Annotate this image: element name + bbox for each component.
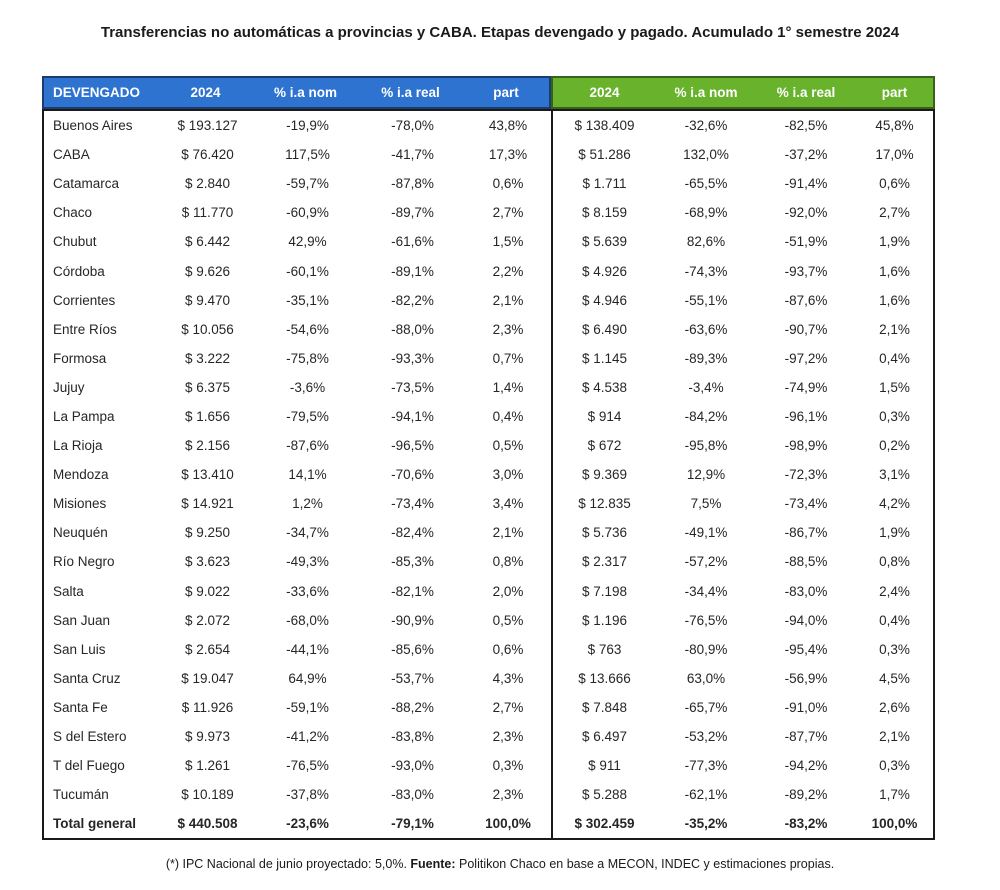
devengado-ia-nom-value: -60,9% [286,205,329,221]
devengado-2024-value: $ 9.973 [184,729,231,745]
table-row [44,140,933,169]
pagado-2024-value: $ 7.198 [581,583,628,599]
province-name: La Pampa [53,408,115,424]
table-header-row [42,76,935,109]
province-name: Corrientes [53,292,116,308]
devengado-part-value: 2,2% [492,263,524,279]
devengado-part-value: 2,7% [492,205,524,221]
devengado-part-value: 4,3% [492,670,524,686]
pagado-ia-real-value: -87,6% [784,292,828,308]
devengado-part-value: 0,7% [492,350,524,366]
province-name: Mendoza [53,467,109,483]
pagado-ia-nom-value: -95,8% [684,438,728,454]
page-title: Transferencias no automáticas a provincias y CABA. Etapas devengado y pagado. Acumulado 1° semestre 2024 [100,24,900,41]
province-name: Salta [53,583,84,599]
devengado-ia-real-value: -89,7% [391,205,434,221]
devengado-2024-value: $ 9.250 [184,525,231,541]
pagado-part-value: 0,6% [879,176,910,192]
pagado-2024-value: $ 1.145 [581,350,628,366]
devengado-part-value: 43,8% [488,118,528,134]
devengado-ia-real-value: -85,3% [391,554,434,570]
devengado-part-value: 2,3% [492,321,524,337]
pagado-ia-nom-value: 82,6% [686,234,726,250]
table-row [44,489,933,518]
table-row [44,606,933,635]
pagado-cells-group [551,111,933,140]
pagado-ia-nom-value: -53,2% [684,729,728,745]
table-row [44,722,933,751]
pagado-ia-real-value: -83,0% [784,583,828,599]
devengado-2024-value: $ 6.442 [184,234,231,250]
devengado-part-value: 2,1% [492,292,524,308]
devengado-2024-value: $ 10.189 [181,787,234,803]
pagado-ia-real-value: -56,9% [784,670,828,686]
table-row [44,315,933,344]
pagado-ia-nom-value: 12,9% [686,467,726,483]
pagado-ia-real-value: -82,5% [784,118,828,134]
pagado-2024-value: $ 302.459 [574,816,635,832]
devengado-ia-real-value: -53,7% [391,670,434,686]
devengado-part-value: 1,5% [492,234,524,250]
table-row [44,198,933,227]
devengado-ia-nom-value: -44,1% [286,641,329,657]
devengado-ia-real-value: -88,2% [391,699,434,715]
devengado-ia-nom-value: -79,5% [286,408,329,424]
province-name: Neuquén [53,525,108,541]
pagado-cells-group [551,489,933,518]
table-row [44,373,933,402]
devengado-col-ia-nom: % i.a nom [273,85,337,100]
pagado-part-value: 2,4% [879,583,910,599]
province-name: Chaco [53,205,93,221]
devengado-col-ia-real: % i.a real [381,85,440,100]
province-name: Entre Ríos [53,321,117,337]
devengado-ia-real-value: -96,5% [391,438,434,454]
province-name: Catamarca [53,176,120,192]
pagado-col-ia-real: % i.a real [776,85,836,100]
pagado-cells-group [551,693,933,722]
devengado-ia-real-value: -70,6% [391,467,434,483]
devengado-part-value: 0,8% [492,554,524,570]
table-body [42,109,935,840]
pagado-part-value: 1,6% [879,292,910,308]
pagado-header [551,76,935,109]
pagado-2024-value: $ 6.497 [581,729,628,745]
devengado-ia-real-value: -93,3% [391,350,434,366]
pagado-part-value: 1,9% [879,234,910,250]
devengado-ia-real-value: -94,1% [391,408,434,424]
pagado-cells-group [551,256,933,285]
devengado-2024-value: $ 13.410 [181,467,234,483]
devengado-ia-nom-value: 42,9% [288,234,327,250]
pagado-part-value: 17,0% [875,147,914,163]
province-name: Córdoba [53,263,105,279]
pagado-2024-value: $ 763 [587,641,622,657]
devengado-ia-nom-value: -87,6% [286,438,329,454]
pagado-2024-value: $ 51.286 [578,147,631,163]
devengado-ia-real-value: -89,1% [391,263,434,279]
devengado-col-part: part [493,85,519,100]
devengado-ia-real-value: -82,2% [391,292,434,308]
pagado-ia-real-value: -91,0% [784,699,828,715]
devengado-part-value: 2,7% [492,699,524,715]
table-row [44,227,933,256]
pagado-part-value: 2,1% [879,729,910,745]
devengado-ia-nom-value: -33,6% [286,583,329,599]
province-name: CABA [53,147,90,163]
pagado-part-value: 0,3% [879,758,910,774]
devengado-part-value: 100,0% [485,816,531,832]
pagado-part-value: 4,2% [879,496,910,512]
devengado-ia-nom-value: -75,8% [286,350,329,366]
table-row [44,547,933,576]
pagado-ia-nom-value: -77,3% [684,758,728,774]
pagado-ia-real-value: -88,5% [784,554,828,570]
devengado-2024-value: $ 10.056 [181,321,234,337]
pagado-ia-nom-value: -3,4% [688,379,724,395]
pagado-col-2024: 2024 [589,85,620,100]
pagado-cells-group [551,344,933,373]
province-name: T del Fuego [53,758,125,774]
devengado-ia-real-value: -90,9% [391,612,434,628]
pagado-part-value: 2,1% [879,321,910,337]
devengado-2024-value: $ 2.654 [184,641,231,657]
pagado-cells-group [551,635,933,664]
devengado-ia-real-value: -79,1% [391,816,434,832]
devengado-ia-nom-value: -34,7% [286,525,329,541]
pagado-cells-group [551,286,933,315]
province-name: Santa Fe [53,699,108,715]
pagado-ia-nom-value: 7,5% [690,496,722,512]
table-row [44,693,933,722]
devengado-header [42,76,551,109]
pagado-cells-group [551,518,933,547]
pagado-part-value: 100,0% [871,816,918,832]
devengado-2024-value: $ 9.470 [184,292,231,308]
devengado-ia-real-value: -82,4% [391,525,434,541]
pagado-ia-nom-value: -74,3% [684,263,728,279]
pagado-ia-nom-value: 132,0% [683,147,729,163]
pagado-part-value: 0,2% [879,438,910,454]
pagado-ia-real-value: -96,1% [784,408,828,424]
pagado-2024-value: $ 5.736 [581,525,628,541]
devengado-ia-real-value: -83,8% [391,729,434,745]
pagado-ia-real-value: -72,3% [784,467,828,483]
pagado-ia-real-value: -74,9% [784,379,828,395]
pagado-ia-nom-value: -65,5% [684,176,728,192]
pagado-cells-group [551,547,933,576]
pagado-ia-nom-value: -57,2% [684,554,728,570]
pagado-ia-nom-value: -63,6% [684,321,728,337]
table-row [44,286,933,315]
pagado-cells-group [551,577,933,606]
devengado-part-value: 0,4% [492,408,524,424]
table-row [44,664,933,693]
pagado-ia-nom-value: -65,7% [684,699,728,715]
devengado-ia-real-value: -85,6% [391,641,434,657]
devengado-part-value: 0,6% [492,641,524,657]
devengado-ia-nom-value: 1,2% [292,496,323,512]
footnote-fuente-text: Politikon Chaco en base a MECON, INDEC y estimaciones propias. [455,857,835,872]
province-name: San Juan [53,612,111,628]
devengado-2024-value: $ 2.840 [184,176,231,192]
pagado-col-ia-nom: % i.a nom [674,85,738,100]
pagado-ia-nom-value: -49,1% [684,525,728,541]
transfers-table [42,76,935,840]
table-row [44,402,933,431]
pagado-2024-value: $ 6.490 [581,321,628,337]
pagado-ia-nom-value: 63,0% [686,670,726,686]
table-row [44,460,933,489]
pagado-ia-nom-value: -84,2% [684,408,728,424]
devengado-ia-real-value: -83,0% [391,787,434,803]
devengado-ia-nom-value: -19,9% [286,118,329,134]
devengado-part-value: 17,3% [488,147,528,163]
pagado-cells-group [551,373,933,402]
devengado-ia-real-value: -88,0% [391,321,434,337]
pagado-cells-group [551,315,933,344]
table-row [44,518,933,547]
table-row [44,111,933,140]
devengado-ia-nom-value: -76,5% [286,758,329,774]
pagado-2024-value: $ 914 [587,408,622,424]
pagado-ia-real-value: -92,0% [784,205,828,221]
devengado-ia-nom-value: -35,1% [286,292,329,308]
devengado-2024-value: $ 11.770 [181,205,234,221]
devengado-ia-nom-value: -37,8% [286,787,329,803]
pagado-2024-value: $ 4.946 [581,292,628,308]
devengado-part-value: 1,4% [492,379,524,395]
pagado-ia-nom-value: -34,4% [684,583,728,599]
province-name: La Rioja [53,438,103,454]
pagado-ia-nom-value: -55,1% [684,292,728,308]
devengado-section-label: DEVENGADO [53,85,141,100]
pagado-ia-real-value: -51,9% [784,234,828,250]
table-row [44,751,933,780]
devengado-ia-nom-value: 117,5% [285,147,330,163]
table-row [44,256,933,285]
pagado-2024-value: $ 672 [587,438,622,454]
devengado-2024-value: $ 9.022 [184,583,231,599]
pagado-part-value: 0,8% [879,554,910,570]
devengado-2024-value: $ 11.926 [181,699,234,715]
pagado-ia-real-value: -86,7% [784,525,828,541]
pagado-ia-nom-value: -35,2% [684,816,728,832]
pagado-part-value: 1,6% [879,263,910,279]
pagado-ia-nom-value: -62,1% [684,787,728,803]
devengado-part-value: 0,3% [492,758,524,774]
devengado-2024-value: $ 2.072 [184,612,231,628]
pagado-ia-real-value: -93,7% [784,263,828,279]
pagado-ia-nom-value: -89,3% [684,350,728,366]
devengado-part-value: 2,1% [492,525,524,541]
devengado-ia-real-value: -78,0% [391,118,434,134]
pagado-part-value: 0,3% [879,408,910,424]
pagado-2024-value: $ 7.848 [581,699,628,715]
pagado-2024-value: $ 5.288 [581,787,628,803]
province-name: Chubut [53,234,97,250]
pagado-2024-value: $ 8.159 [581,205,628,221]
devengado-ia-nom-value: 64,9% [288,670,327,686]
pagado-2024-value: $ 1.196 [581,612,628,628]
pagado-cells-group [551,664,933,693]
pagado-ia-nom-value: -32,6% [684,118,728,134]
province-name: Buenos Aires [53,118,133,134]
devengado-ia-nom-value: -59,1% [286,699,329,715]
pagado-ia-real-value: -97,2% [784,350,828,366]
pagado-2024-value: $ 5.639 [581,234,628,250]
pagado-ia-nom-value: -76,5% [684,612,728,628]
province-name: Total general [53,816,137,832]
footnote [0,857,1000,871]
footnote-note: (*) IPC Nacional de junio proyectado: 5,0%. [165,857,411,872]
devengado-part-value: 2,3% [492,729,524,745]
pagado-ia-real-value: -83,2% [784,816,828,832]
devengado-ia-nom-value: -68,0% [286,612,329,628]
pagado-part-value: 0,4% [879,612,910,628]
pagado-cells-group [551,198,933,227]
devengado-part-value: 2,3% [492,787,524,803]
devengado-ia-real-value: -93,0% [391,758,434,774]
pagado-ia-real-value: -94,0% [784,612,828,628]
devengado-part-value: 3,4% [492,496,524,512]
pagado-ia-real-value: -89,2% [784,787,828,803]
pagado-2024-value: $ 4.538 [581,379,628,395]
devengado-ia-nom-value: 14,1% [288,467,327,483]
devengado-ia-real-value: -61,6% [391,234,434,250]
devengado-2024-value: $ 1.261 [184,758,231,774]
devengado-part-value: 2,0% [492,583,524,599]
pagado-ia-real-value: -73,4% [784,496,828,512]
pagado-ia-real-value: -98,9% [784,438,828,454]
pagado-2024-value: $ 1.711 [582,176,627,192]
pagado-cells-group [551,809,933,838]
table-row [44,431,933,460]
province-name: S del Estero [53,729,127,745]
pagado-cells-group [551,140,933,169]
pagado-2024-value: $ 2.317 [581,554,628,570]
pagado-2024-value: $ 12.835 [578,496,631,512]
devengado-2024-value: $ 76.420 [181,147,234,163]
pagado-cells-group [551,606,933,635]
devengado-ia-nom-value: -23,6% [286,816,329,832]
devengado-2024-value: $ 19.047 [181,670,234,686]
devengado-2024-value: $ 6.375 [184,379,231,395]
pagado-col-part: part [881,85,908,100]
pagado-cells-group [551,431,933,460]
devengado-2024-value: $ 440.508 [177,816,238,832]
devengado-2024-value: $ 193.127 [177,118,238,134]
pagado-ia-nom-value: -68,9% [684,205,728,221]
pagado-2024-value: $ 4.926 [581,263,628,279]
table-row [44,780,933,809]
pagado-part-value: 0,3% [879,641,910,657]
table-row [44,577,933,606]
pagado-part-value: 3,1% [879,467,910,483]
pagado-ia-nom-value: -80,9% [684,641,728,657]
pagado-part-value: 4,5% [879,670,910,686]
pagado-2024-value: $ 13.666 [578,670,631,686]
devengado-ia-nom-value: -60,1% [286,263,329,279]
pagado-ia-real-value: -87,7% [784,729,828,745]
pagado-part-value: 1,9% [879,525,910,541]
pagado-cells-group [551,751,933,780]
devengado-ia-nom-value: -41,2% [286,729,329,745]
devengado-ia-nom-value: -3,6% [289,379,326,395]
province-name: Santa Cruz [53,670,121,686]
footnote-fuente-label: Fuente: [410,857,456,872]
pagado-ia-real-value: -37,2% [784,147,828,163]
table-row [44,635,933,664]
pagado-cells-group [551,780,933,809]
devengado-part-value: 0,5% [492,438,524,454]
pagado-part-value: 2,6% [879,699,910,715]
devengado-col-2024: 2024 [190,85,221,100]
devengado-2024-value: $ 14.921 [181,496,234,512]
pagado-cells-group [551,169,933,198]
devengado-ia-real-value: -73,5% [391,379,434,395]
devengado-ia-real-value: -41,7% [391,147,434,163]
table-row [44,809,933,838]
devengado-2024-value: $ 9.626 [184,263,231,279]
province-name: Río Negro [53,554,115,570]
devengado-part-value: 0,5% [492,612,524,628]
pagado-ia-real-value: -90,7% [784,321,828,337]
devengado-part-value: 3,0% [492,467,524,483]
table-row [44,169,933,198]
pagado-part-value: 2,7% [879,205,910,221]
devengado-ia-real-value: -82,1% [391,583,434,599]
pagado-part-value: 1,5% [879,379,910,395]
pagado-2024-value: $ 9.369 [581,467,628,483]
pagado-cells-group [551,460,933,489]
province-name: Tucumán [53,787,109,803]
province-name: Misiones [53,496,107,512]
province-name: Formosa [53,350,107,366]
devengado-ia-real-value: -87,8% [391,176,434,192]
devengado-ia-real-value: -73,4% [391,496,434,512]
devengado-ia-nom-value: -59,7% [286,176,329,192]
pagado-cells-group [551,402,933,431]
devengado-ia-nom-value: -54,6% [286,321,329,337]
province-name: San Luis [53,641,106,657]
devengado-ia-nom-value: -49,3% [286,554,329,570]
pagado-ia-real-value: -91,4% [784,176,828,192]
devengado-part-value: 0,6% [492,176,524,192]
devengado-2024-value: $ 2.156 [184,438,231,454]
pagado-2024-value: $ 911 [588,758,621,774]
table-row [44,344,933,373]
pagado-part-value: 45,8% [875,118,914,134]
province-name: Jujuy [53,379,85,395]
pagado-ia-real-value: -95,4% [784,641,828,657]
devengado-2024-value: $ 1.656 [184,408,231,424]
pagado-ia-real-value: -94,2% [784,758,828,774]
pagado-part-value: 0,4% [879,350,910,366]
pagado-2024-value: $ 138.409 [574,118,635,134]
pagado-cells-group [551,722,933,751]
pagado-part-value: 1,7% [879,787,910,803]
devengado-2024-value: $ 3.222 [184,350,231,366]
pagado-cells-group [551,227,933,256]
devengado-2024-value: $ 3.623 [184,554,231,570]
